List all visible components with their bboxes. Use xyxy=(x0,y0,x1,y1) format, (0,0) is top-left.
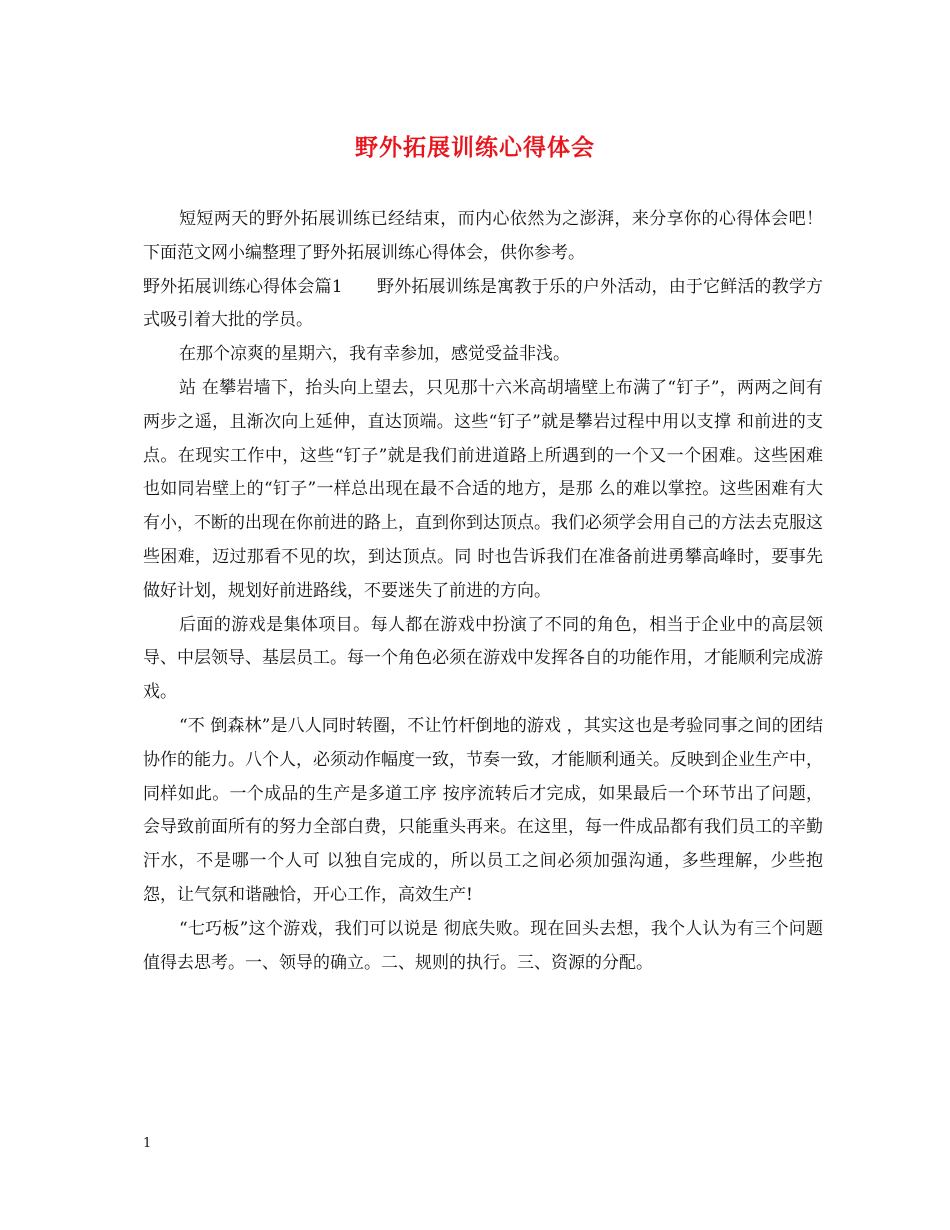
document-body xyxy=(143,203,823,980)
paragraph-team-games: 后面的游戏是集体项目。每人都在游戏中扮演了不同的角色，相当于企业中的高层领导、中层领导、基层员工。每一个角色必须在游戏中发挥各自的功能作用，才能顺利完成游戏。 xyxy=(143,614,823,703)
paragraph-section-1: 野外拓展训练心得体会篇1 野外拓展训练是寓教于乐的户外活动，由于它鲜活的教学方式吸引着大批的学员。 xyxy=(143,276,823,331)
paragraph-intro: 短短两天的野外拓展训练已经结束，而内心依然为之澎湃，来分享你的心得体会吧！下面范文网小编整理了野外拓展训练心得体会，供你参考。 xyxy=(143,209,823,263)
page-number: 1 xyxy=(143,1136,152,1151)
paragraph-saturday: 在那个凉爽的星期六，我有幸参加，感觉受益非浅。 xyxy=(179,344,570,365)
document-title: 野外拓展训练心得体会 xyxy=(355,134,595,161)
paragraph-forest-game: “不 倒森林”是八人同时转圈，不让竹杆倒地的游戏 ，其实这也是考验同事之间的团结协作的能力。八个人，必须动作幅度一致，节奏一致，才能顺利通关。反映到企业生产中，同样如此。一个成品的生产是多道工序 按序流转后才完成，如果最后一个环节出了问题，会导致前面所有的努力全部白费，只能重头再来。在这里，每一件成品都有我们员工的辛勤汗水，不是哪一个人可 以独自完成的，所以员工之间必须加强沟通，多些理解，少些抱怨，让气氛和谐融恰，开心工作，高效生产! xyxy=(143,715,823,905)
paragraph-tangram-game: “七巧板”这个游戏，我们可以说是 彻底失败。现在回头去想，我个人认为有三个问题值得去思考。一、领导的确立。二、规则的执行。三、资源的分配。 xyxy=(143,918,823,973)
paragraph-climbing: 站 在攀岩墙下，抬头向上望去，只见那十六米高胡墙壁上布满了“钉子”，两两之间有两步之遥，且渐次向上延伸，直达顶端。这些“钉子”就是攀岩过程中用以支撑 和前进的支点。在现实工作中，这些“钉子”就是我们前进道路上所遇到的一个又一个困难。这些困难也如同岩壁上的“钉子”一样总出现在最不合适的地方，是那 么的难以掌控。这些困难有大有小，不断的出现在你前进的路上，直到你到达顶点。我们必须学会用自己的方法去克服这些困难，迈过那看不见的坎，到达顶点。同 时也告诉我们在准备前进勇攀高峰时，要事先做好计划，规划好前进路线，不要迷失了前进的方向。 xyxy=(143,377,823,601)
